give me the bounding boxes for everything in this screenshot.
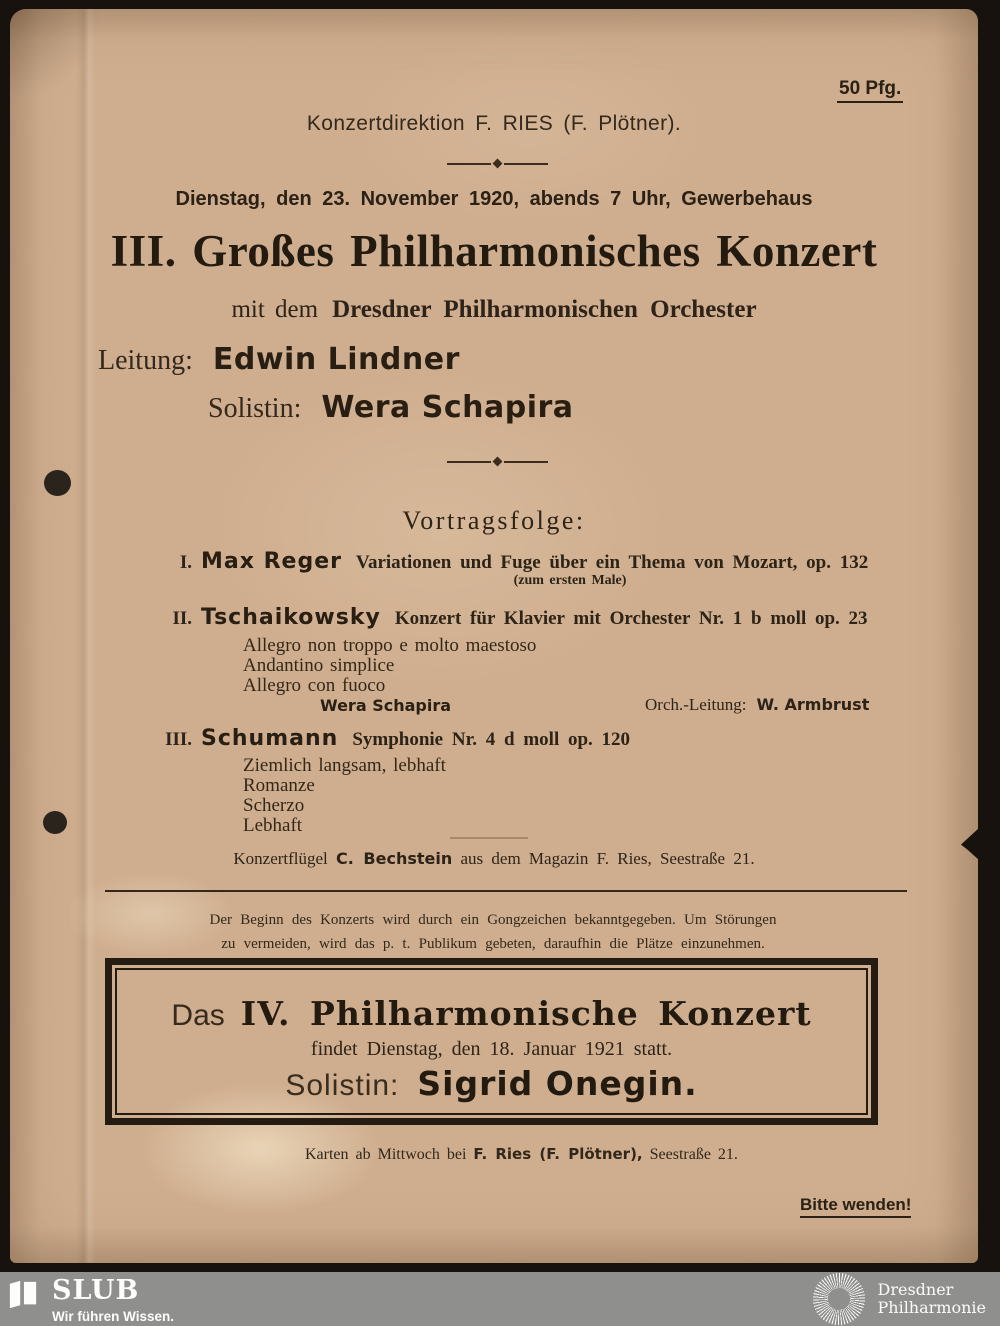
divider-line: [504, 461, 548, 463]
concert-program-page: [10, 9, 978, 1263]
conductor-name: Edwin Lindner: [212, 342, 460, 377]
item-numeral: III.: [165, 729, 192, 750]
work-title: Konzert für Klavier mit Orchester Nr. 1 b moll op. 23: [394, 608, 868, 629]
next-concert-date-line: findet Dienstag, den 18. Januar 1921 statt.: [310, 1038, 673, 1060]
item-numeral: I.: [179, 552, 192, 573]
turn-page-note: Bitte wenden!: [800, 1195, 911, 1218]
orchestra-conductor-line: [645, 695, 869, 715]
composer-name: Max Reger: [201, 549, 342, 574]
price-label: 50 Pfg.: [837, 78, 903, 103]
punch-hole: [43, 811, 67, 834]
slub-tagline: Wir führen Wissen.: [52, 1309, 175, 1324]
punch-hole: [44, 470, 71, 496]
section-rule: [105, 890, 907, 892]
philharmonie-line2: Philharmonie: [877, 1298, 986, 1317]
ticket-prefix: Karten ab Mittwoch bei: [305, 1146, 467, 1163]
work-title: Symphonie Nr. 4 d moll op. 120: [352, 729, 631, 750]
next-concert-title: IV. Philharmonische Konzert: [240, 994, 812, 1033]
dresdner-philharmonie-logo: [813, 1273, 987, 1325]
soloist-name: Wera Schapira: [321, 390, 574, 425]
orchestra-name: Dresdner Philharmonischen Orchester: [332, 296, 757, 323]
gong-notice: [188, 908, 798, 956]
concert-title: III. Großes Philharmonisches Konzert: [110, 226, 878, 276]
next-soloist-name: Sigrid Onegin.: [417, 1064, 698, 1103]
movement: Scherzo: [243, 795, 305, 816]
program-item-3: [158, 726, 630, 751]
slub-text-block: [52, 1277, 174, 1324]
piano-credit-prefix: Konzertflügel: [233, 849, 328, 868]
date-venue-line: Dienstag, den 23. November 1920, abends 7 Uhr, Gewerbehaus: [175, 188, 813, 210]
movement: Romanze: [243, 775, 315, 796]
divider-line: [447, 461, 491, 463]
slub-logo: [8, 1277, 174, 1323]
composer-name: Schumann: [201, 726, 339, 751]
movement: Ziemlich langsam, lebhaft: [243, 755, 446, 776]
program-item-1: [158, 549, 868, 574]
premiere-note: (zum ersten Male): [513, 573, 627, 588]
piano-credit-suffix: aus dem Magazin F. Ries, Seestraße 21.: [460, 849, 755, 868]
library-footer-bar: [0, 1272, 1000, 1326]
ornament-divider-top: [447, 160, 548, 167]
diamond-ornament-icon: [493, 159, 503, 169]
item-numeral: II.: [172, 608, 192, 629]
small-separator-rule: [450, 837, 528, 839]
title-prefix: Das: [171, 999, 225, 1032]
movement: Lebhaft: [243, 815, 303, 836]
slub-wordmark: SLUB: [52, 1275, 140, 1306]
diamond-ornament-icon: [493, 457, 503, 467]
next-concert-title-line: [117, 994, 866, 1033]
slub-book-icon: [8, 1279, 38, 1309]
subtitle-prefix: mit dem: [231, 296, 319, 323]
program-heading: Vortragsfolge:: [402, 506, 586, 535]
philharmonie-wordmark: [878, 1281, 987, 1317]
conductor-label: Leitung:: [98, 345, 193, 376]
piano-soloist-name: Wera Schapira: [320, 696, 452, 715]
concert-direction-line: Konzertdirektion F. RIES (F. Plötner).: [306, 112, 682, 135]
orch-leader-label: Orch.-Leitung:: [645, 695, 747, 714]
composer-name: Tschaikowsky: [201, 605, 381, 630]
work-title: Variationen und Fuge über ein Thema von Mozart, op. 132: [355, 552, 869, 573]
ornament-divider-middle: [447, 458, 548, 465]
gong-notice-line2: zu vermeiden, wird das p. t. Publikum gebeten, daraufhin die Plätze einzunehmen.: [221, 936, 765, 952]
orchestra-subtitle: [10, 296, 978, 324]
program-item-2: [158, 605, 868, 630]
next-concert-soloist-line: [117, 1064, 866, 1103]
movement: Allegro con fuoco: [243, 675, 386, 696]
ticket-info-line: [305, 1145, 738, 1164]
orch-leader-name: W. Armbrust: [756, 695, 870, 714]
conductor-line: [98, 342, 460, 377]
philharmonie-line1: Dresdner: [877, 1280, 954, 1300]
soloist-label: Solistin:: [208, 393, 302, 424]
movement: Allegro non troppo e molto maestoso: [243, 635, 537, 656]
announcement-inner-frame: [115, 968, 868, 1115]
ticket-vendor: F. Ries (F. Plötner),: [473, 1145, 643, 1163]
sunburst-icon: [813, 1273, 865, 1325]
piano-credit-line: [10, 849, 978, 869]
gong-notice-line1: Der Beginn des Konzerts wird durch ein Gongzeichen bekanntgegeben. Um Störungen: [209, 912, 777, 928]
soloist-label: Solistin:: [285, 1069, 400, 1102]
next-concert-announcement-box: [105, 958, 878, 1125]
divider-line: [447, 163, 491, 165]
soloist-line: [208, 390, 574, 425]
movement: Andantino simplice: [243, 655, 395, 676]
ticket-suffix: Seestraße 21.: [649, 1146, 738, 1163]
divider-line: [504, 163, 548, 165]
piano-brand: C. Bechstein: [336, 849, 453, 868]
